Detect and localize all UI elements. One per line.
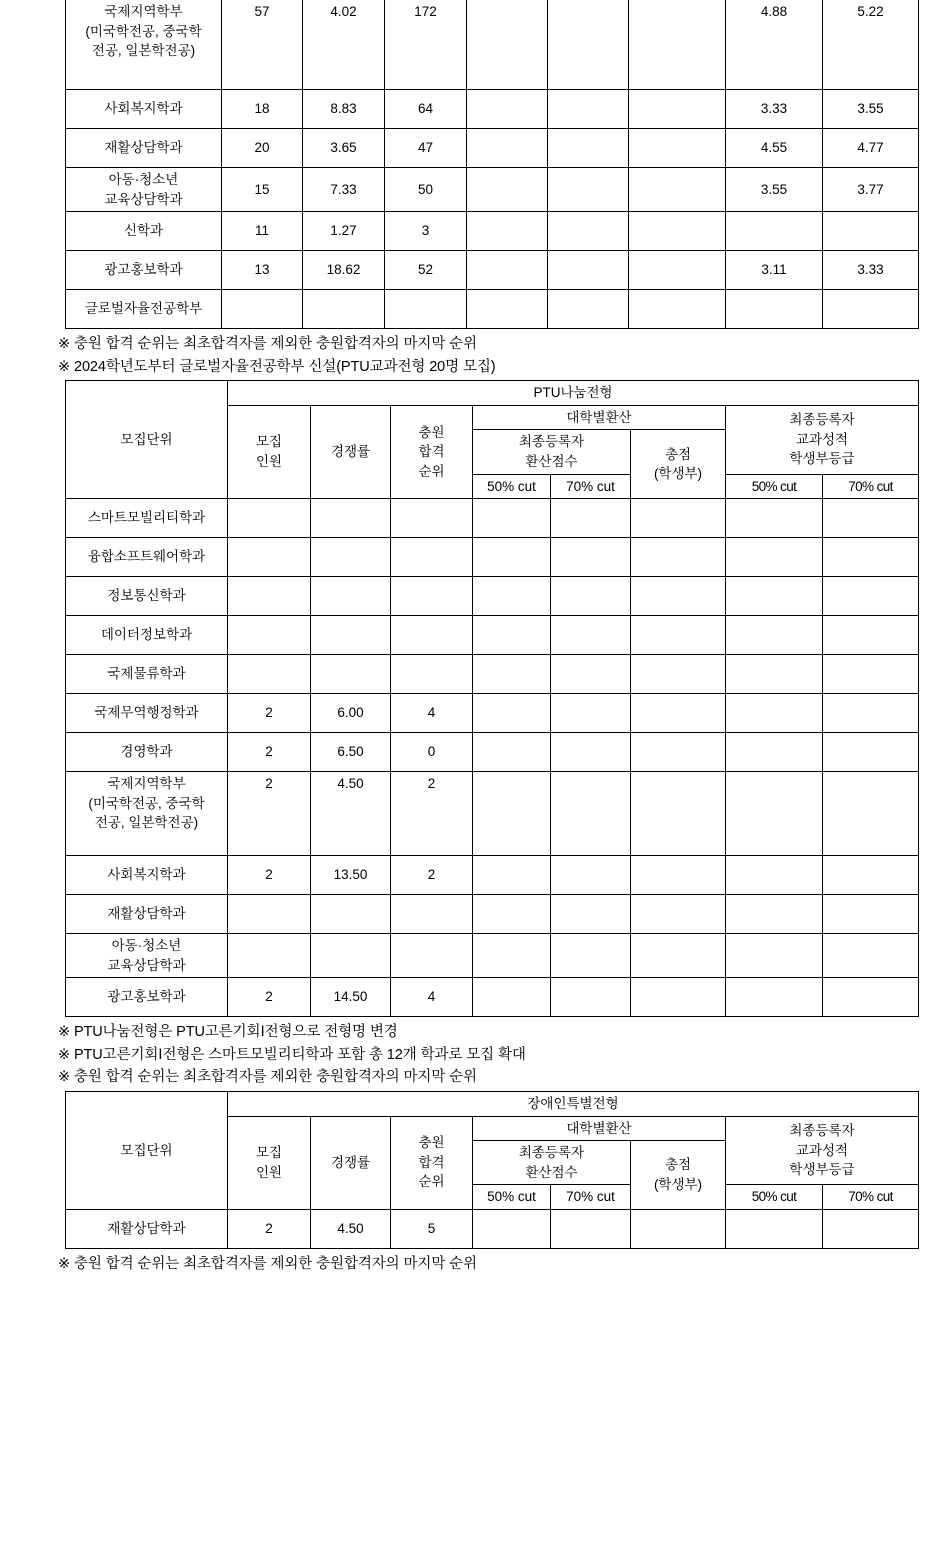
- cell-quota: 2: [228, 856, 311, 895]
- cell-department-name: [66, 655, 228, 694]
- cell-waitlist-rank: 4: [391, 694, 473, 733]
- table-row: [66, 90, 919, 129]
- department-name-line: 국제지역학부: [107, 776, 186, 792]
- cell-conversion-50cut: [473, 978, 551, 1017]
- table-row: [66, 733, 919, 772]
- cell-conversion-70cut: [548, 0, 629, 90]
- cell-waitlist-rank: 3: [385, 212, 467, 251]
- note-line: ※ 2024학년도부터 글로벌자율전공학부 신설(PTU교과전형 20명 모집): [58, 358, 496, 375]
- cell-grade-50cut: 3.33: [726, 90, 823, 129]
- table-header-row: [66, 1091, 919, 1116]
- notes-after-table-2: [0, 1017, 942, 1091]
- cell-quota: 13: [222, 251, 303, 290]
- column-header-unit: 모집단위: [66, 381, 228, 499]
- cell-conversion-50cut: [473, 856, 551, 895]
- cell-waitlist-rank: 50: [385, 168, 467, 212]
- cell-quota: 2: [228, 694, 311, 733]
- column-header-final-enrolled-conversion: 최종등록자 환산점수: [473, 430, 631, 474]
- cell-grade-50cut: [726, 212, 823, 251]
- department-name-line: 정보통신학과: [107, 588, 186, 604]
- note-line: ※ 충원 합격 순위는 최초합격자를 제외한 충원합격자의 마지막 순위: [58, 1069, 477, 1086]
- cell-conversion-50cut: [473, 733, 551, 772]
- cell-quota: [228, 655, 311, 694]
- cell-conversion-70cut: [551, 577, 631, 616]
- department-name-line: (미국학전공, 중국학: [88, 795, 205, 811]
- column-header-cut70-conversion: 70% cut: [551, 1185, 631, 1210]
- table-row: [66, 1209, 919, 1248]
- cell-conversion-50cut: [473, 655, 551, 694]
- cell-ratio: 3.65: [303, 129, 385, 168]
- department-name-line: 교육상담학과: [104, 191, 183, 207]
- department-name-line: 교육상담학과: [107, 957, 186, 973]
- cell-waitlist-rank: [385, 290, 467, 329]
- cell-grade-50cut: 4.88: [726, 0, 823, 90]
- department-name-line: 국제무역행정학과: [94, 705, 199, 721]
- cell-total-score: [629, 251, 726, 290]
- cell-conversion-50cut: [467, 90, 548, 129]
- department-name-line: 전공, 일본학전공): [94, 815, 199, 831]
- column-header-univ-conversion: 대학별환산: [473, 405, 726, 430]
- cell-ratio: 4.50: [311, 772, 391, 856]
- column-header-cut70-grade: 70% cut: [823, 1185, 919, 1210]
- cell-ratio: [311, 538, 391, 577]
- cell-grade-70cut: [823, 290, 919, 329]
- column-header-final-enrolled-grade: 최종등록자 교과성적 학생부등급: [726, 405, 919, 474]
- cell-conversion-70cut: [551, 1209, 631, 1248]
- cell-total-score: [629, 212, 726, 251]
- cell-conversion-50cut: [473, 577, 551, 616]
- department-name-line: (미국학전공, 중국학: [85, 23, 202, 39]
- cell-quota: 2: [228, 978, 311, 1017]
- cell-ratio: 4.50: [311, 1209, 391, 1248]
- cell-ratio: [311, 577, 391, 616]
- cell-total-score: [631, 772, 726, 856]
- cell-department-name: [66, 772, 228, 856]
- cell-department-name: [66, 616, 228, 655]
- cell-quota: [228, 934, 311, 978]
- cell-total-score: [631, 895, 726, 934]
- cell-grade-50cut: [726, 1209, 823, 1248]
- table-row: [66, 772, 919, 856]
- cell-ratio: 18.62: [303, 251, 385, 290]
- note-line: ※ 충원 합격 순위는 최초합격자를 제외한 충원합격자의 마지막 순위: [58, 1255, 477, 1272]
- cell-conversion-70cut: [548, 290, 629, 329]
- department-name-line: 융합소프트웨어학과: [87, 549, 206, 565]
- table-header-row: [66, 381, 919, 406]
- column-header-univ-conversion: 대학별환산: [473, 1116, 726, 1141]
- table-row: [66, 499, 919, 538]
- cell-ratio: [311, 895, 391, 934]
- cell-conversion-70cut: [551, 895, 631, 934]
- column-header-admission-type: 장애인특별전형: [228, 1091, 919, 1116]
- cell-total-score: [631, 978, 726, 1017]
- cell-ratio: [303, 290, 385, 329]
- cell-total-score: [631, 1209, 726, 1248]
- cell-grade-70cut: [823, 978, 919, 1017]
- cell-waitlist-rank: [391, 616, 473, 655]
- cell-total-score: [631, 934, 726, 978]
- table-row: [66, 168, 919, 212]
- cell-waitlist-rank: [391, 934, 473, 978]
- column-header-cut70-grade: 70% cut: [823, 474, 919, 499]
- department-name-line: 국제지역학부: [104, 4, 183, 19]
- department-name-line: 국제물류학과: [107, 666, 186, 682]
- notes-after-table-1: [0, 329, 942, 380]
- cell-grade-50cut: [726, 772, 823, 856]
- cell-grade-70cut: [823, 694, 919, 733]
- table-row: [66, 895, 919, 934]
- cell-conversion-70cut: [551, 694, 631, 733]
- table-row: [66, 856, 919, 895]
- table-row: [66, 616, 919, 655]
- cell-conversion-50cut: [473, 934, 551, 978]
- cell-grade-50cut: [726, 978, 823, 1017]
- department-name-line: 사회복지학과: [104, 101, 183, 117]
- cell-conversion-70cut: [551, 499, 631, 538]
- department-name-line: 데이터정보학과: [100, 627, 193, 643]
- cell-grade-50cut: [726, 499, 823, 538]
- cell-quota: 11: [222, 212, 303, 251]
- department-name-line: 글로벌자율전공학부: [84, 301, 203, 317]
- cell-conversion-50cut: [473, 538, 551, 577]
- cell-department-name: [66, 90, 222, 129]
- column-header-ratio: 경쟁률: [311, 1116, 391, 1209]
- cell-grade-50cut: 3.11: [726, 251, 823, 290]
- cell-conversion-70cut: [551, 655, 631, 694]
- cell-waitlist-rank: [391, 538, 473, 577]
- column-header-total-score: 총점 (학생부): [631, 430, 726, 499]
- table-ptu-nanum: [65, 380, 919, 1017]
- cell-waitlist-rank: 64: [385, 90, 467, 129]
- cell-grade-50cut: [726, 577, 823, 616]
- cell-conversion-70cut: [551, 538, 631, 577]
- cell-department-name: [66, 577, 228, 616]
- cell-conversion-70cut: [551, 616, 631, 655]
- cell-grade-70cut: [823, 655, 919, 694]
- cell-department-name: [66, 168, 222, 212]
- cell-total-score: [631, 616, 726, 655]
- cell-waitlist-rank: 47: [385, 129, 467, 168]
- column-header-cut50-conversion: 50% cut: [473, 1185, 551, 1210]
- cell-conversion-50cut: [473, 1209, 551, 1248]
- cell-conversion-70cut: [551, 772, 631, 856]
- cell-conversion-50cut: [473, 895, 551, 934]
- table-row: [66, 538, 919, 577]
- cell-quota: 18: [222, 90, 303, 129]
- cell-grade-50cut: [726, 694, 823, 733]
- cell-conversion-50cut: [467, 0, 548, 90]
- cell-quota: 2: [228, 772, 311, 856]
- cell-conversion-70cut: [551, 856, 631, 895]
- department-name-line: 경영학과: [120, 744, 173, 760]
- cell-grade-70cut: 5.22: [823, 0, 919, 90]
- cell-total-score: [631, 733, 726, 772]
- cell-grade-50cut: [726, 538, 823, 577]
- cell-department-name: [66, 895, 228, 934]
- cell-conversion-50cut: [473, 499, 551, 538]
- department-name-line: 사회복지학과: [107, 867, 186, 883]
- cell-department-name: [66, 733, 228, 772]
- cell-conversion-50cut: [467, 129, 548, 168]
- cell-waitlist-rank: 2: [391, 772, 473, 856]
- column-header-waitlist-rank: 충원 합격 순위: [391, 1116, 473, 1209]
- cell-waitlist-rank: 52: [385, 251, 467, 290]
- cell-grade-70cut: [823, 772, 919, 856]
- cell-total-score: [629, 290, 726, 329]
- cell-waitlist-rank: 0: [391, 733, 473, 772]
- cell-ratio: [311, 616, 391, 655]
- cell-conversion-50cut: [473, 694, 551, 733]
- cell-grade-70cut: 3.55: [823, 90, 919, 129]
- table-row: [66, 251, 919, 290]
- cell-ratio: 1.27: [303, 212, 385, 251]
- cell-conversion-50cut: [467, 168, 548, 212]
- cell-conversion-70cut: [548, 212, 629, 251]
- cell-conversion-70cut: [548, 251, 629, 290]
- cell-grade-50cut: [726, 290, 823, 329]
- department-name-line: 아동·청소년: [111, 938, 182, 954]
- column-header-ratio: 경쟁률: [311, 405, 391, 498]
- cell-ratio: [311, 499, 391, 538]
- cell-total-score: [629, 129, 726, 168]
- cell-department-name: [66, 1209, 228, 1248]
- cell-department-name: [66, 290, 222, 329]
- cell-waitlist-rank: [391, 655, 473, 694]
- department-name-line: 재활상담학과: [107, 906, 186, 922]
- column-header-final-enrolled-grade: 최종등록자 교과성적 학생부등급: [726, 1116, 919, 1185]
- cell-grade-50cut: 4.55: [726, 129, 823, 168]
- table-row: [66, 0, 919, 90]
- cell-grade-70cut: [823, 538, 919, 577]
- cell-conversion-70cut: [548, 90, 629, 129]
- notes-after-table-3: [0, 1249, 942, 1278]
- cell-grade-70cut: [823, 733, 919, 772]
- cell-conversion-50cut: [473, 772, 551, 856]
- cell-department-name: [66, 978, 228, 1017]
- cell-grade-70cut: [823, 856, 919, 895]
- cell-ratio: [311, 934, 391, 978]
- department-name-line: 아동·청소년: [108, 172, 179, 187]
- cell-quota: 15: [222, 168, 303, 212]
- cell-waitlist-rank: 172: [385, 0, 467, 90]
- department-name-line: 신학과: [123, 223, 164, 239]
- cell-quota: 20: [222, 129, 303, 168]
- table-row: [66, 694, 919, 733]
- cell-department-name: [66, 856, 228, 895]
- cell-department-name: [66, 0, 222, 90]
- table-row: [66, 934, 919, 978]
- column-header-final-enrolled-conversion: 최종등록자 환산점수: [473, 1141, 631, 1185]
- cell-quota: [228, 577, 311, 616]
- cell-conversion-50cut: [467, 251, 548, 290]
- cell-grade-50cut: 3.55: [726, 168, 823, 212]
- cell-total-score: [631, 499, 726, 538]
- cell-grade-50cut: [726, 733, 823, 772]
- cell-waitlist-rank: 4: [391, 978, 473, 1017]
- column-header-cut50-grade: 50% cut: [726, 1185, 823, 1210]
- cell-department-name: [66, 499, 228, 538]
- cell-grade-50cut: [726, 856, 823, 895]
- cell-conversion-50cut: [473, 616, 551, 655]
- note-line: ※ PTU나눔전형은 PTU고른기회Ⅰ전형으로 전형명 변경: [58, 1024, 398, 1041]
- cell-total-score: [631, 577, 726, 616]
- cell-ratio: 6.00: [311, 694, 391, 733]
- column-header-cut50-conversion: 50% cut: [473, 474, 551, 499]
- cell-grade-70cut: 3.33: [823, 251, 919, 290]
- cell-waitlist-rank: 5: [391, 1209, 473, 1248]
- cell-ratio: 6.50: [311, 733, 391, 772]
- table-ptu-gyogwa-continued: [65, 0, 919, 329]
- cell-quota: 2: [228, 1209, 311, 1248]
- cell-ratio: 8.83: [303, 90, 385, 129]
- cell-quota: 57: [222, 0, 303, 90]
- cell-grade-70cut: 3.77: [823, 168, 919, 212]
- cell-ratio: 7.33: [303, 168, 385, 212]
- department-name-line: 재활상담학과: [107, 1220, 186, 1236]
- column-header-cut70-conversion: 70% cut: [551, 474, 631, 499]
- cell-waitlist-rank: [391, 499, 473, 538]
- cell-ratio: 14.50: [311, 978, 391, 1017]
- note-line: ※ 충원 합격 순위는 최초합격자를 제외한 충원합격자의 마지막 순위: [58, 336, 477, 353]
- cell-grade-70cut: [823, 499, 919, 538]
- department-name-line: 광고홍보학과: [107, 989, 186, 1005]
- cell-grade-50cut: [726, 655, 823, 694]
- cell-conversion-70cut: [548, 168, 629, 212]
- cell-quota: [228, 538, 311, 577]
- cell-quota: [228, 499, 311, 538]
- table-row: [66, 212, 919, 251]
- table-row: [66, 978, 919, 1017]
- table-row: [66, 655, 919, 694]
- cell-total-score: [631, 856, 726, 895]
- cell-total-score: [631, 655, 726, 694]
- department-name-line: 재활상담학과: [104, 140, 183, 156]
- cell-grade-70cut: [823, 616, 919, 655]
- cell-conversion-70cut: [551, 978, 631, 1017]
- column-header-total-score: 총점 (학생부): [631, 1141, 726, 1210]
- cell-waitlist-rank: [391, 577, 473, 616]
- cell-department-name: [66, 251, 222, 290]
- cell-total-score: [629, 168, 726, 212]
- department-name-line: 전공, 일본학전공): [91, 43, 196, 59]
- cell-grade-50cut: [726, 616, 823, 655]
- department-name-line: 스마트모빌리티학과: [87, 510, 206, 526]
- note-line: ※ PTU고른기회Ⅰ전형은 스마트모빌리티학과 포함 총 12개 학과로 모집 확대: [58, 1046, 526, 1063]
- cell-grade-70cut: [823, 895, 919, 934]
- table-row: [66, 577, 919, 616]
- cell-quota: [228, 616, 311, 655]
- cell-ratio: [311, 655, 391, 694]
- cell-ratio: 13.50: [311, 856, 391, 895]
- department-name-line: 광고홍보학과: [104, 262, 183, 278]
- cell-quota: 2: [228, 733, 311, 772]
- cell-department-name: [66, 129, 222, 168]
- cell-department-name: [66, 934, 228, 978]
- cell-grade-70cut: [823, 934, 919, 978]
- cell-department-name: [66, 538, 228, 577]
- column-header-unit: 모집단위: [66, 1091, 228, 1209]
- column-header-quota: 모집 인원: [228, 405, 311, 498]
- column-header-waitlist-rank: 충원 합격 순위: [391, 405, 473, 498]
- cell-conversion-70cut: [551, 934, 631, 978]
- cell-quota: [222, 290, 303, 329]
- cell-grade-50cut: [726, 895, 823, 934]
- cell-total-score: [631, 694, 726, 733]
- cell-department-name: [66, 212, 222, 251]
- cell-total-score: [629, 90, 726, 129]
- cell-grade-50cut: [726, 934, 823, 978]
- table-disability-special: [65, 1091, 919, 1249]
- cell-conversion-50cut: [467, 212, 548, 251]
- cell-conversion-70cut: [551, 733, 631, 772]
- cell-conversion-70cut: [548, 129, 629, 168]
- cell-grade-70cut: [823, 1209, 919, 1248]
- table-row: [66, 129, 919, 168]
- cell-ratio: 4.02: [303, 0, 385, 90]
- cell-grade-70cut: [823, 577, 919, 616]
- cell-grade-70cut: [823, 212, 919, 251]
- cell-total-score: [629, 0, 726, 90]
- cell-department-name: [66, 694, 228, 733]
- column-header-admission-type: PTU나눔전형: [228, 381, 919, 406]
- column-header-cut50-grade: 50% cut: [726, 474, 823, 499]
- cell-waitlist-rank: 2: [391, 856, 473, 895]
- cell-conversion-50cut: [467, 290, 548, 329]
- cell-grade-70cut: 4.77: [823, 129, 919, 168]
- cell-total-score: [631, 538, 726, 577]
- column-header-quota: 모집 인원: [228, 1116, 311, 1209]
- table-row: [66, 290, 919, 329]
- cell-waitlist-rank: [391, 895, 473, 934]
- cell-quota: [228, 895, 311, 934]
